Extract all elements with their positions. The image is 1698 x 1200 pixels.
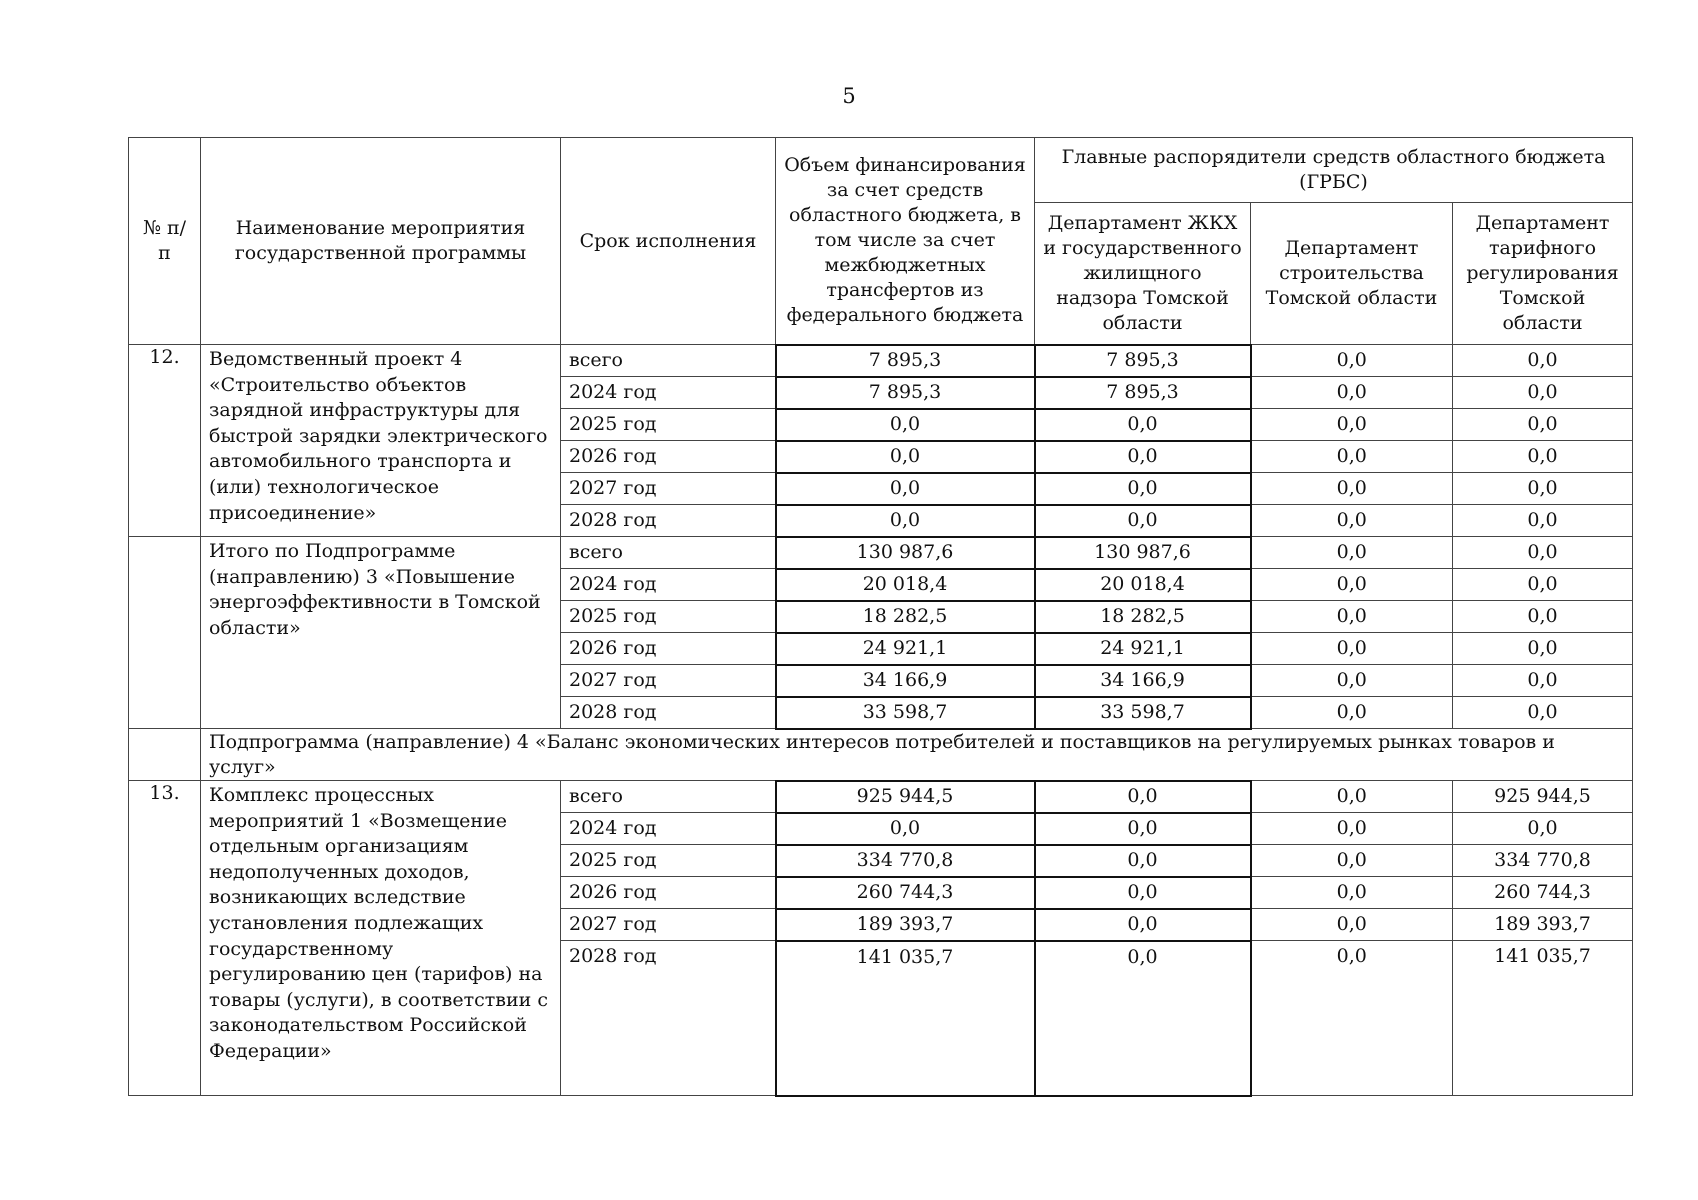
term-cell: 2026 год: [561, 633, 776, 665]
volume-cell: 130 987,6: [776, 537, 1035, 569]
dept-tariff-cell: 0,0: [1453, 601, 1633, 633]
dept-build-cell: 0,0: [1251, 909, 1453, 941]
dept-zhkh-cell: 0,0: [1035, 877, 1251, 909]
volume-cell: 0,0: [776, 409, 1035, 441]
dept-zhkh-cell: 20 018,4: [1035, 569, 1251, 601]
dept-build-cell: 0,0: [1251, 601, 1453, 633]
table-row: [129, 537, 1633, 569]
activity-name: Ведомственный проект 4 «Строительство объектов зарядной инфраструктуры для быстрой зарядки электрического автомобильного транспорта и (или) технологическое присоединение»: [201, 345, 561, 537]
volume-cell: 20 018,4: [776, 569, 1035, 601]
dept-build-cell: 0,0: [1251, 633, 1453, 665]
volume-cell: 33 598,7: [776, 697, 1035, 729]
page-number: 5: [842, 84, 856, 108]
volume-cell: 0,0: [776, 441, 1035, 473]
term-cell: 2025 год: [561, 601, 776, 633]
volume-cell: 260 744,3: [776, 877, 1035, 909]
row-number: 13.: [129, 781, 201, 1096]
term-cell: 2024 год: [561, 569, 776, 601]
volume-cell: 189 393,7: [776, 909, 1035, 941]
header-dept-build: Департамент строительства Томской области: [1251, 203, 1453, 345]
row-number: 12.: [129, 345, 201, 537]
dept-tariff-cell: 925 944,5: [1453, 781, 1633, 813]
dept-zhkh-cell: 130 987,6: [1035, 537, 1251, 569]
dept-zhkh-cell: 7 895,3: [1035, 377, 1251, 409]
dept-tariff-cell: 0,0: [1453, 569, 1633, 601]
volume-cell: 34 166,9: [776, 665, 1035, 697]
dept-tariff-cell: 0,0: [1453, 633, 1633, 665]
dept-zhkh-cell: 0,0: [1035, 909, 1251, 941]
term-cell: всего: [561, 345, 776, 377]
dept-build-cell: 0,0: [1251, 941, 1453, 1096]
dept-tariff-cell: 0,0: [1453, 473, 1633, 505]
header-term: Срок исполнения: [561, 138, 776, 345]
table-row: [129, 781, 1633, 813]
dept-tariff-cell: 0,0: [1453, 377, 1633, 409]
dept-zhkh-cell: 33 598,7: [1035, 697, 1251, 729]
dept-zhkh-cell: 34 166,9: [1035, 665, 1251, 697]
volume-cell: 334 770,8: [776, 845, 1035, 877]
term-cell: 2028 год: [561, 505, 776, 537]
term-cell: 2024 год: [561, 377, 776, 409]
dept-build-cell: 0,0: [1251, 409, 1453, 441]
dept-tariff-cell: 0,0: [1453, 409, 1633, 441]
header-num: № п/п: [129, 138, 201, 345]
dept-zhkh-cell: 0,0: [1035, 441, 1251, 473]
term-cell: 2028 год: [561, 941, 776, 1096]
dept-build-cell: 0,0: [1251, 813, 1453, 845]
header-dept-tariff: Департамент тарифного регулирования Томской области: [1453, 203, 1633, 345]
dept-zhkh-cell: 0,0: [1035, 781, 1251, 813]
dept-tariff-cell: 0,0: [1453, 345, 1633, 377]
volume-cell: 0,0: [776, 813, 1035, 845]
dept-tariff-cell: 0,0: [1453, 505, 1633, 537]
term-cell: 2027 год: [561, 909, 776, 941]
dept-tariff-cell: 334 770,8: [1453, 845, 1633, 877]
term-cell: 2027 год: [561, 473, 776, 505]
term-cell: 2026 год: [561, 441, 776, 473]
term-cell: 2024 год: [561, 813, 776, 845]
table-row: [129, 345, 1633, 377]
dept-zhkh-cell: 0,0: [1035, 941, 1251, 1096]
dept-tariff-cell: 0,0: [1453, 665, 1633, 697]
dept-tariff-cell: 141 035,7: [1453, 941, 1633, 1096]
subprogram-num-cell: [129, 729, 201, 781]
dept-build-cell: 0,0: [1251, 877, 1453, 909]
dept-zhkh-cell: 18 282,5: [1035, 601, 1251, 633]
header-volume: Объем финансирования за счет средств областного бюджета, в том числе за счет межбюджетных трансфертов из федерального бюджета: [776, 138, 1035, 345]
volume-cell: 0,0: [776, 505, 1035, 537]
dept-build-cell: 0,0: [1251, 473, 1453, 505]
header-name: Наименование мероприятия государственной программы: [201, 138, 561, 345]
financing-table: [128, 137, 1633, 1097]
dept-zhkh-cell: 7 895,3: [1035, 345, 1251, 377]
dept-zhkh-cell: 0,0: [1035, 813, 1251, 845]
header-grbs: Главные распорядители средств областного бюджета (ГРБС): [1035, 138, 1633, 203]
activity-name: Комплекс процессных мероприятий 1 «Возмещение отдельным организациям недополученных доходов, возникающих вследствие установления подлежащих государственному регулированию цен (тарифов) на товары (услуги), в соответствии с законодательством Российской Федерации»: [201, 781, 561, 1096]
volume-cell: 18 282,5: [776, 601, 1035, 633]
dept-tariff-cell: 0,0: [1453, 441, 1633, 473]
term-cell: 2025 год: [561, 409, 776, 441]
term-cell: 2026 год: [561, 877, 776, 909]
dept-build-cell: 0,0: [1251, 781, 1453, 813]
dept-build-cell: 0,0: [1251, 665, 1453, 697]
term-cell: 2028 год: [561, 697, 776, 729]
dept-build-cell: 0,0: [1251, 377, 1453, 409]
dept-tariff-cell: 0,0: [1453, 537, 1633, 569]
dept-build-cell: 0,0: [1251, 537, 1453, 569]
dept-build-cell: 0,0: [1251, 697, 1453, 729]
activity-name: Итого по Подпрограмме (направлению) 3 «Повышение энергоэффективности в Томской области»: [201, 537, 561, 729]
dept-zhkh-cell: 0,0: [1035, 505, 1251, 537]
subprogram-row: [129, 729, 1633, 781]
term-cell: 2025 год: [561, 845, 776, 877]
term-cell: всего: [561, 537, 776, 569]
dept-build-cell: 0,0: [1251, 345, 1453, 377]
volume-cell: 7 895,3: [776, 377, 1035, 409]
subprogram-title: Подпрограмма (направление) 4 «Баланс экономических интересов потребителей и поставщиков на регулируемых рынках товаров и услуг»: [201, 729, 1633, 781]
dept-zhkh-cell: 0,0: [1035, 409, 1251, 441]
volume-cell: 141 035,7: [776, 941, 1035, 1096]
dept-build-cell: 0,0: [1251, 505, 1453, 537]
dept-zhkh-cell: 0,0: [1035, 473, 1251, 505]
dept-tariff-cell: 0,0: [1453, 697, 1633, 729]
dept-zhkh-cell: 0,0: [1035, 845, 1251, 877]
row-number: [129, 537, 201, 729]
dept-tariff-cell: 189 393,7: [1453, 909, 1633, 941]
header-dept-zhkh: Департамент ЖКХ и государственного жилищного надзора Томской области: [1035, 203, 1251, 345]
dept-tariff-cell: 260 744,3: [1453, 877, 1633, 909]
term-cell: всего: [561, 781, 776, 813]
term-cell: 2027 год: [561, 665, 776, 697]
dept-build-cell: 0,0: [1251, 845, 1453, 877]
dept-build-cell: 0,0: [1251, 441, 1453, 473]
dept-zhkh-cell: 24 921,1: [1035, 633, 1251, 665]
dept-build-cell: 0,0: [1251, 569, 1453, 601]
volume-cell: 0,0: [776, 473, 1035, 505]
volume-cell: 24 921,1: [776, 633, 1035, 665]
volume-cell: 925 944,5: [776, 781, 1035, 813]
volume-cell: 7 895,3: [776, 345, 1035, 377]
dept-tariff-cell: 0,0: [1453, 813, 1633, 845]
